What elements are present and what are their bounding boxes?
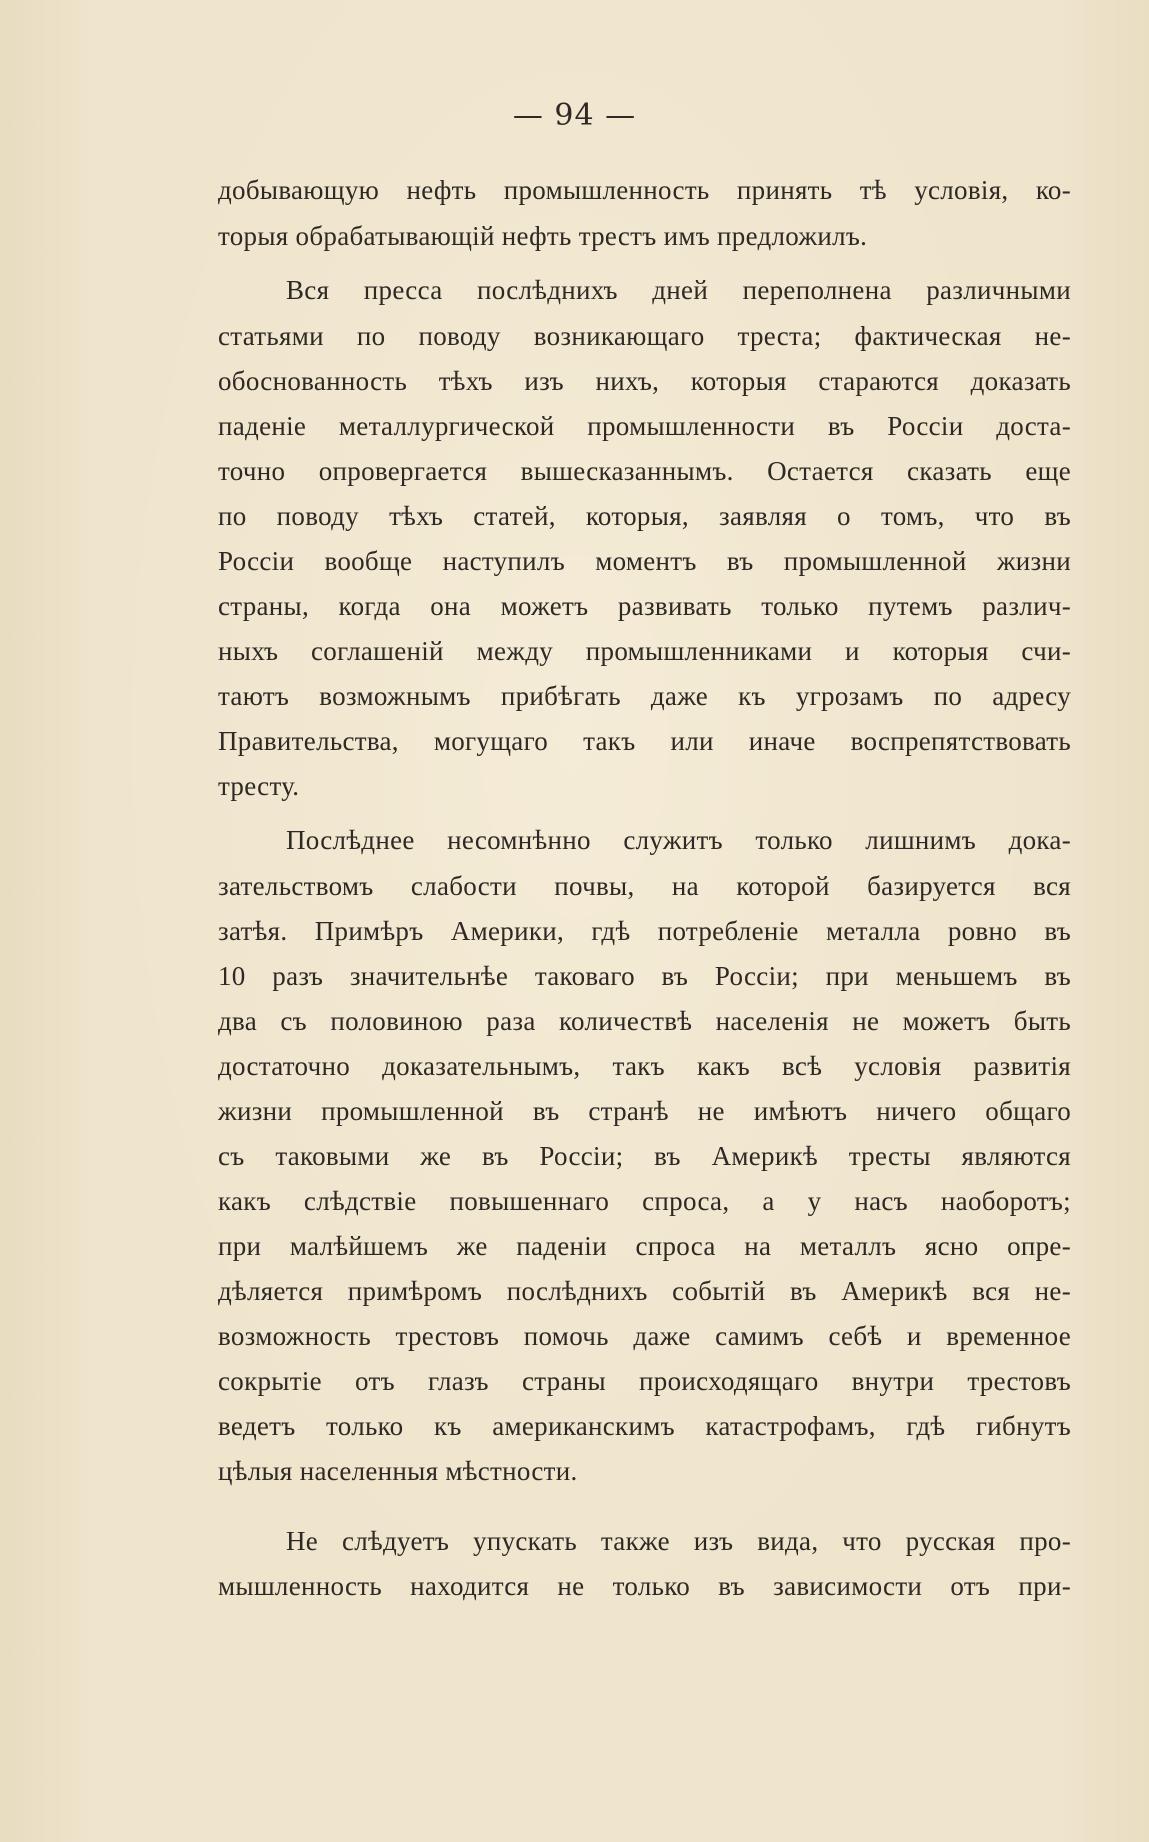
text-line: мышленность находится не только въ зависимости отъ при-: [218, 1571, 1071, 1601]
text-line: Не слѣдуетъ упускать также изъ вида, что русская про-: [286, 1526, 1071, 1556]
text-line: паденіе металлургической промышленности въ Россіи доста-: [218, 411, 1071, 441]
text-line: сокрытіе отъ глазъ страны происходящаго внутри трестовъ: [218, 1366, 1071, 1396]
text-line: затѣя. Примѣръ Америки, гдѣ потребленіе металла ровно въ: [218, 916, 1071, 946]
text-line: при малѣйшемъ же паденіи спроса на металлъ ясно опре-: [218, 1231, 1071, 1261]
text-line: Послѣднее несомнѣнно служитъ только лишнимъ дока-: [286, 825, 1071, 855]
text-line: статьями по поводу возникающаго треста; фактическая не-: [218, 321, 1071, 351]
text-line: дѣляется примѣромъ послѣднихъ событій въ Америкѣ вся не-: [218, 1276, 1071, 1306]
text-line: обоснованность тѣхъ изъ нихъ, которыя стараются доказать: [218, 366, 1071, 396]
text-line: добывающую нефть промышленность принять тѣ условія, ко-: [218, 175, 1071, 205]
text-line: торыя обрабатывающій нефть трестъ имъ предложилъ.: [218, 221, 868, 251]
text-line: ведетъ только къ американскимъ катастрофамъ, гдѣ гибнутъ: [218, 1411, 1071, 1441]
text-line: тресту.: [218, 771, 300, 801]
text-line: Вся пресса послѣднихъ дней переполнена различными: [286, 275, 1071, 305]
text-line: ныхъ соглашеній между промышленниками и которыя счи-: [218, 636, 1071, 666]
text-line: страны, когда она можетъ развивать только путемъ различ-: [218, 591, 1071, 621]
text-line: какъ слѣдствіе повышеннаго спроса, а у насъ наоборотъ;: [218, 1186, 1071, 1216]
text-line: 10 разъ значительнѣе таковаго въ Россіи; при меньшемъ въ: [218, 961, 1071, 991]
text-line: по поводу тѣхъ статей, которыя, заявляя о томъ, что въ: [218, 501, 1071, 531]
text-line: таютъ возможнымъ прибѣгать даже къ угрозамъ по адресу: [218, 681, 1071, 711]
text-line: съ таковыми же въ Россіи; въ Америкѣ тресты являются: [218, 1141, 1071, 1171]
text-line: жизни промышленной въ странѣ не имѣютъ ничего общаго: [218, 1096, 1071, 1126]
text-line: зательствомъ слабости почвы, на которой базируется вся: [218, 871, 1071, 901]
text-line: Россіи вообще наступилъ моментъ въ промышленной жизни: [218, 546, 1071, 576]
text-line: Правительства, могущаго такъ или иначе воспрепятствовать: [218, 726, 1071, 756]
page-number: — 94 —: [512, 98, 637, 133]
text-line: два съ половиною раза количествѣ населенія не можетъ быть: [218, 1006, 1071, 1036]
text-line: возможность трестовъ помочь даже самимъ себѣ и временное: [218, 1321, 1071, 1351]
text-line: достаточно доказательнымъ, такъ какъ всѣ условія развитія: [218, 1051, 1071, 1081]
text-line: цѣлыя населенныя мѣстности.: [218, 1456, 578, 1486]
text-line: точно опровергается вышесказаннымъ. Остается сказать еще: [218, 456, 1071, 486]
